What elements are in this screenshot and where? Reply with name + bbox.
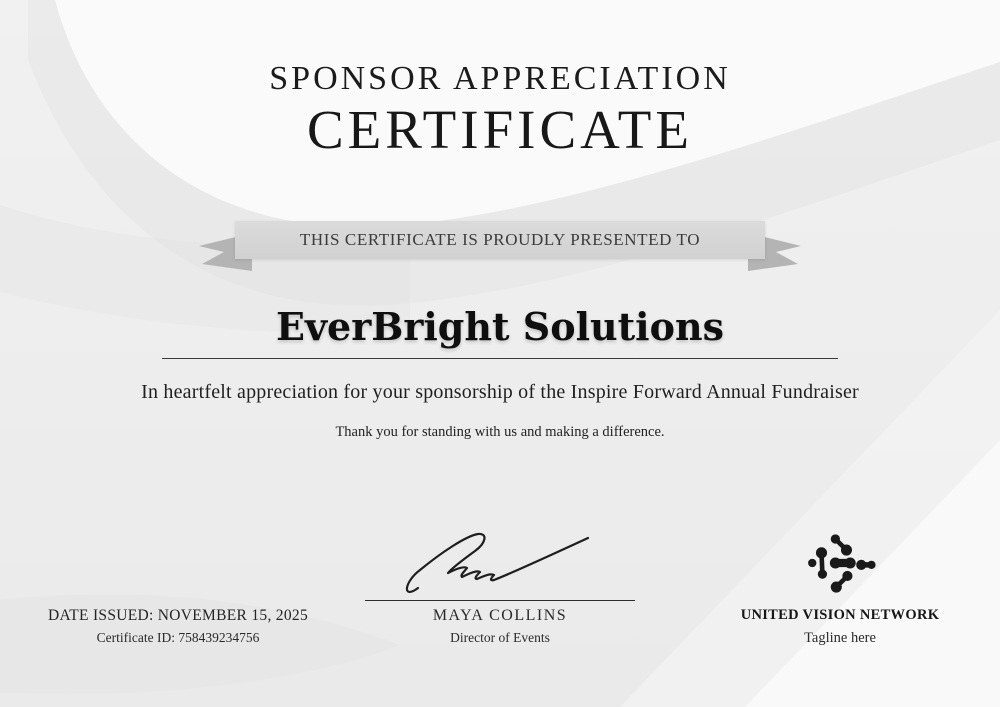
organization-tagline: Tagline here xyxy=(804,630,876,646)
signatory-name: MAYA COLLINS xyxy=(432,607,568,624)
signature-line xyxy=(365,600,635,601)
signatory-role: Director of Events xyxy=(450,630,550,645)
recipient-name: EverBright Solutions xyxy=(275,304,724,349)
date-issued: DATE ISSUED: NOVEMBER 15, 2025 xyxy=(47,607,309,624)
certificate-id: Certificate ID: 758439234756 xyxy=(96,630,260,645)
signature-scribble-icon xyxy=(402,524,597,602)
ribbon-text: THIS CERTIFICATE IS PROUDLY PRESENTED TO xyxy=(299,230,701,249)
ribbon-banner xyxy=(235,221,765,259)
thanks-text: Thank you for standing with us and making a difference. xyxy=(335,424,665,440)
organization-name: UNITED VISION NETWORK xyxy=(740,607,940,623)
network-dots-icon xyxy=(803,532,877,594)
title-small: SPONSOR APPRECIATION xyxy=(269,60,731,97)
recipient-name-underline xyxy=(162,358,838,359)
title-large: CERTIFICATE xyxy=(307,99,693,160)
appreciation-text: In heartfelt appreciation for your sponsorship of the Inspire Forward Annual Fundraiser xyxy=(141,381,859,403)
